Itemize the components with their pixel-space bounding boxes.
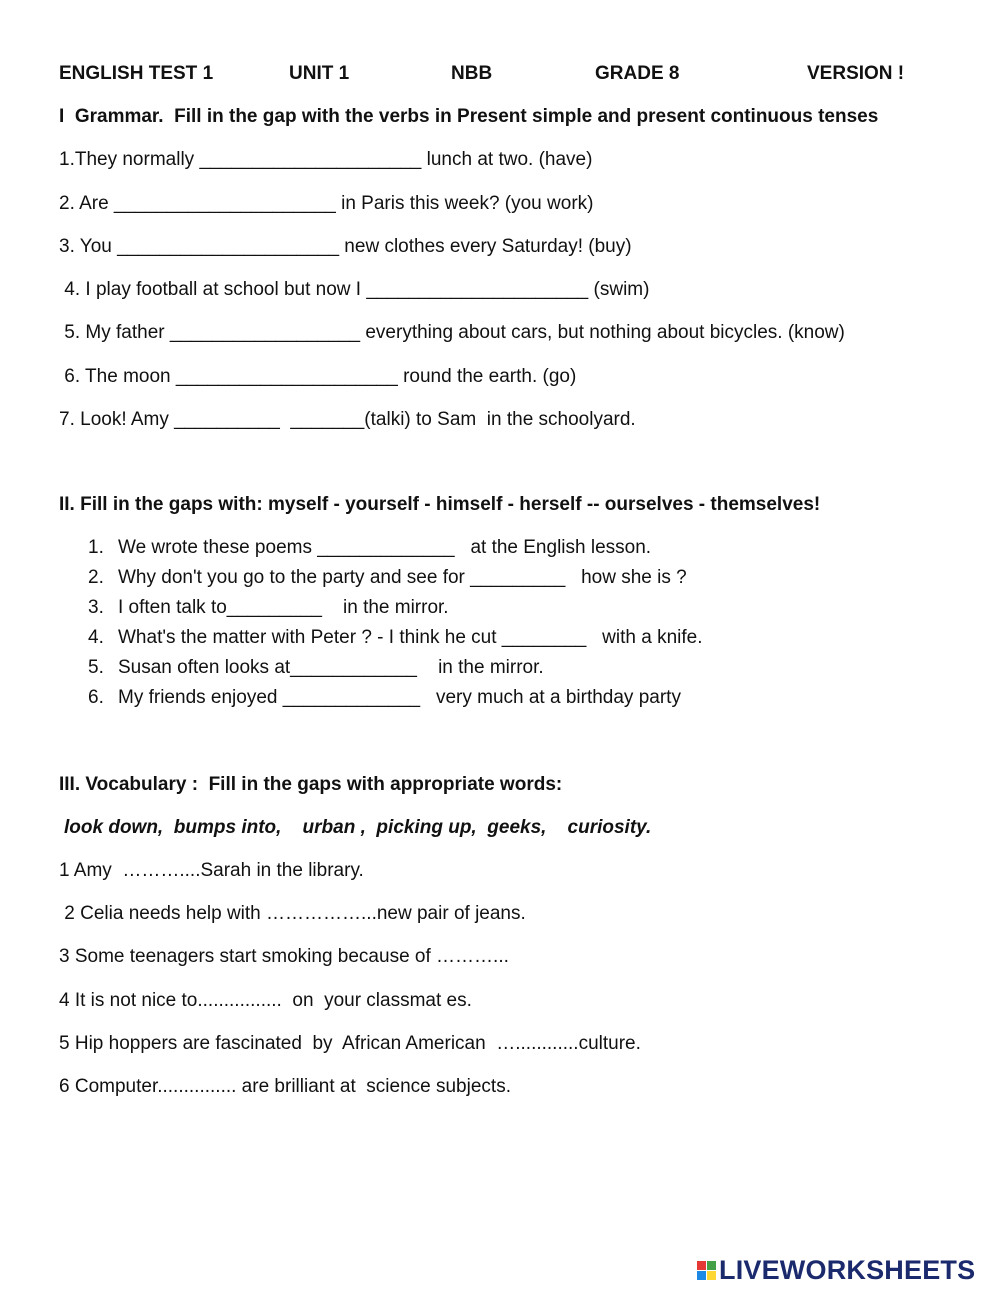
section3-item-6: 6 Computer............... are brilliant at science subjects. — [59, 1076, 511, 1097]
section1-item-4: 4. I play football at school but now I _____________________ (swim) — [59, 279, 650, 300]
list-number: 2. — [88, 567, 104, 588]
list-text: We wrote these poems _____________ at the English lesson. — [118, 537, 652, 558]
section1-item-7: 7. Look! Amy __________ _______(talki) to Sam in the schoolyard. — [59, 409, 636, 430]
list-item — [88, 657, 544, 679]
section1-heading: I Grammar. Fill in the gap with the verbs in Present simple and present continuous tenses — [59, 106, 879, 127]
list-text: My friends enjoyed _____________ very much at a birthday party — [118, 687, 681, 708]
list-item — [88, 627, 702, 649]
list-item — [88, 567, 687, 589]
list-item — [88, 597, 449, 619]
list-item — [88, 687, 681, 709]
unit-label: UNIT 1 — [289, 63, 350, 84]
section1-item-6: 6. The moon _____________________ round the earth. (go) — [59, 366, 577, 387]
section3-item-5: 5 Hip hoppers are fascinated by African American …............culture. — [59, 1033, 641, 1054]
list-number: 4. — [88, 627, 104, 648]
section3-heading: III. Vocabulary : Fill in the gaps with appropriate words: — [59, 774, 563, 795]
section3-item-3: 3 Some teenagers start smoking because of ………... — [59, 946, 509, 967]
list-text: I often talk to_________ in the mirror. — [118, 597, 449, 618]
list-item — [88, 537, 651, 559]
list-number: 1. — [88, 537, 104, 558]
liveworksheets-logo-icon — [697, 1261, 716, 1280]
section1-item-3: 3. You _____________________ new clothes every Saturday! (buy) — [59, 236, 632, 257]
list-number: 6. — [88, 687, 104, 708]
liveworksheets-logo-text: LIVEWORKSHEETS — [719, 1255, 976, 1285]
test-title: ENGLISH TEST 1 — [59, 63, 214, 84]
list-text: Why don't you go to the party and see for _________ how she is ? — [118, 567, 687, 588]
list-number: 5. — [88, 657, 104, 678]
word-bank: look down, bumps into, urban , picking up, geeks, curiosity. — [64, 817, 652, 838]
section3-item-1: 1 Amy ………....Sarah in the library. — [59, 860, 364, 881]
list-number: 3. — [88, 597, 104, 618]
section1-item-5: 5. My father __________________ everything about cars, but nothing about bicycles. (know) — [59, 322, 845, 343]
test-header — [0, 63, 1000, 87]
section3-item-2: 2 Celia needs help with ……………...new pair of jeans. — [59, 903, 526, 924]
version-label: VERSION ! — [807, 63, 905, 84]
section1-item-1: 1.They normally _____________________ lunch at two. (have) — [59, 149, 593, 170]
list-text: What's the matter with Peter ? - I think he cut ________ with a knife. — [118, 627, 703, 648]
section2-heading: II. Fill in the gaps with: myself - yourself - himself - herself -- ourselves - themselves! — [59, 494, 821, 515]
section1-item-2: 2. Are _____________________ in Paris this week? (you work) — [59, 193, 594, 214]
school-label: NBB — [451, 63, 493, 84]
section3-item-4: 4 It is not nice to................ on your classmat es. — [59, 990, 472, 1011]
grade-label: GRADE 8 — [595, 63, 680, 84]
list-text: Susan often looks at____________ in the mirror. — [118, 657, 544, 678]
liveworksheets-logo — [697, 1255, 975, 1285]
